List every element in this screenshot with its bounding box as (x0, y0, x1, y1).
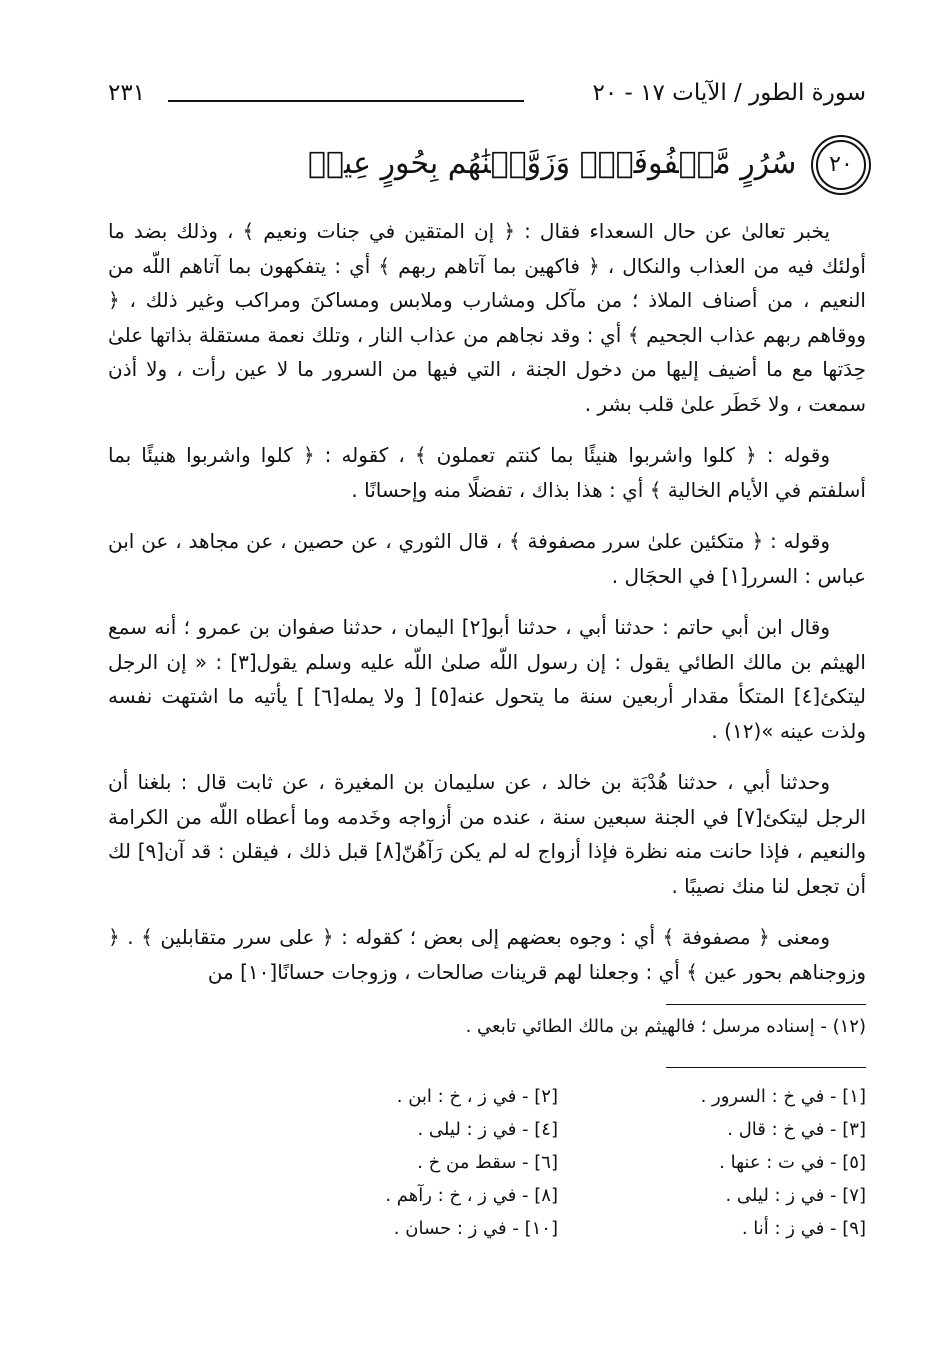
paragraph: وقال ابن أبي حاتم : حدثنا أبي ، حدثنا أبو[٢] اليمان ، حدثنا صفوان بن عمرو ؛ أنه سمع الهيثم بن مالك الطائي يقول : إن رسول اللّه صلىٰ اللّه عليه وسلم يقول[٣] : « إن الرجل ليتكئ[٤] المتكأ مقدار أربعين سنة ما يتحول عنه[٥] [ ولا يمله[٦] ] يأتيه ما اشتهت نفسه ولذت عينه »(١٢) . (108, 615, 866, 743)
variant-note: [٢] - في ز ، خ : ابن . (396, 1086, 558, 1107)
footnote-rule (666, 1004, 866, 1005)
variant-row (250, 1080, 866, 1113)
variant-note: [١] - في خ : السرور . (700, 1086, 866, 1107)
paragraph: يخبر تعالىٰ عن حال السعداء فقال : ﴿ إن المتقين في جنات ونعيم ﴾ ، وذلك بضد ما أولئك فيه من العذاب والنكال ، ﴿ فاكهين بما آتاهم ربهم ﴾ أي : يتفكهون بما آتاهم اللّه من النعيم ، من أصناف الملاذ ؛ من مآكل ومشارب وملابس ومساكنَ ومراكب وغير ذلك ، ﴿ ووقاهم ربهم عذاب الجحيم ﴾ أي : وقد نجاهم من عذاب النار ، وتلك نعمة مستقلة بذاتها علىٰ حِدَتها مع ما أضيف إليها من دخول الجنة ، التي فيها من السرور ما لا عين رأت ، ولا أذن سمعت ، ولا خَطَر علىٰ قلب بشر . (108, 219, 866, 416)
quran-verse (260, 140, 866, 196)
variant-row (250, 1212, 866, 1245)
verse-number-ornament: ٢٠ (816, 140, 866, 190)
variant-note: [١٠] - في ز : حسان . (393, 1218, 558, 1239)
variant-note: [٤] - في ز : ليلى . (417, 1119, 558, 1140)
paragraph: وقوله : ﴿ متكئين علىٰ سرر مصفوفة ﴾ ، قال الثوري ، عن حصين ، عن مجاهد ، عن ابن عباس : السرر[١] في الحجَال . (108, 529, 866, 588)
paragraph: وحدثنا أبي ، حدثنا هُدْبَة بن خالد ، عن سليمان بن المغيرة ، عن ثابت قال : بلغنا أن الرجل ليتكئ[٧] في الجنة سبعين سنة ، عنده من أزواجه وخَدمه وما أعطاه اللّه من الكرامة والنعيم ، فإذا حانت منه نظرة فإذا أزواج له لم يكن رَآهُنّ[٨] قبل ذلك ، فيقلن : قد آن[٩] لك أن تجعل لنا منك نصيبًا . (108, 770, 867, 898)
variants-rule (666, 1067, 866, 1068)
verse-text: سُرُرٍ مَّصۡفُوفَةٖۖ وَزَوَّجۡنَٰهُم بِحُورٍ عِينٖ (308, 146, 797, 181)
variant-note: [٣] - في خ : قال . (727, 1119, 866, 1140)
variant-row (250, 1146, 866, 1179)
variant-note: [٥] - في ت : عنها . (719, 1152, 866, 1173)
variant-row (250, 1113, 866, 1146)
paragraph: وقوله : ﴿ كلوا واشربوا هنيئًا بما كنتم تعملون ﴾ ، كقوله : ﴿ كلوا واشربوا هنيئًا بما أسلفتم في الأيام الخالية ﴾ أي : هذا بذاك ، تفضلًا منه وإحسانًا . (108, 443, 866, 502)
page-number: ٢٣١ (108, 80, 146, 106)
running-header (108, 76, 866, 116)
commentary-body (108, 214, 866, 1006)
variant-note: [٧] - في ز : ليلى . (725, 1185, 866, 1206)
header-rule (168, 100, 524, 102)
variant-row (250, 1179, 866, 1212)
surah-title: سورة الطور / الآيات ١٧ - ٢٠ (592, 80, 866, 106)
manuscript-variants (250, 1080, 866, 1245)
footnote: (١٢) - إسناده مرسل ؛ فالهيثم بن مالك الطائي تابعي . (465, 1016, 866, 1037)
variant-note: [٦] - سقط من خ . (417, 1152, 558, 1173)
variant-note: [٨] - في ز ، خ : رآهم . (385, 1185, 558, 1206)
paragraph: ومعنى ﴿ مصفوفة ﴾ أي : وجوه بعضهم إلى بعض ؛ كقوله : ﴿ على سرر متقابلين ﴾ . ﴿ وزوجناهم بحور عين ﴾ أي : وجعلنا لهم قرينات صالحات ، وزوجات حسانًا[١٠] من (108, 925, 866, 984)
variant-note: [٩] - في ز : أنا . (741, 1218, 866, 1239)
